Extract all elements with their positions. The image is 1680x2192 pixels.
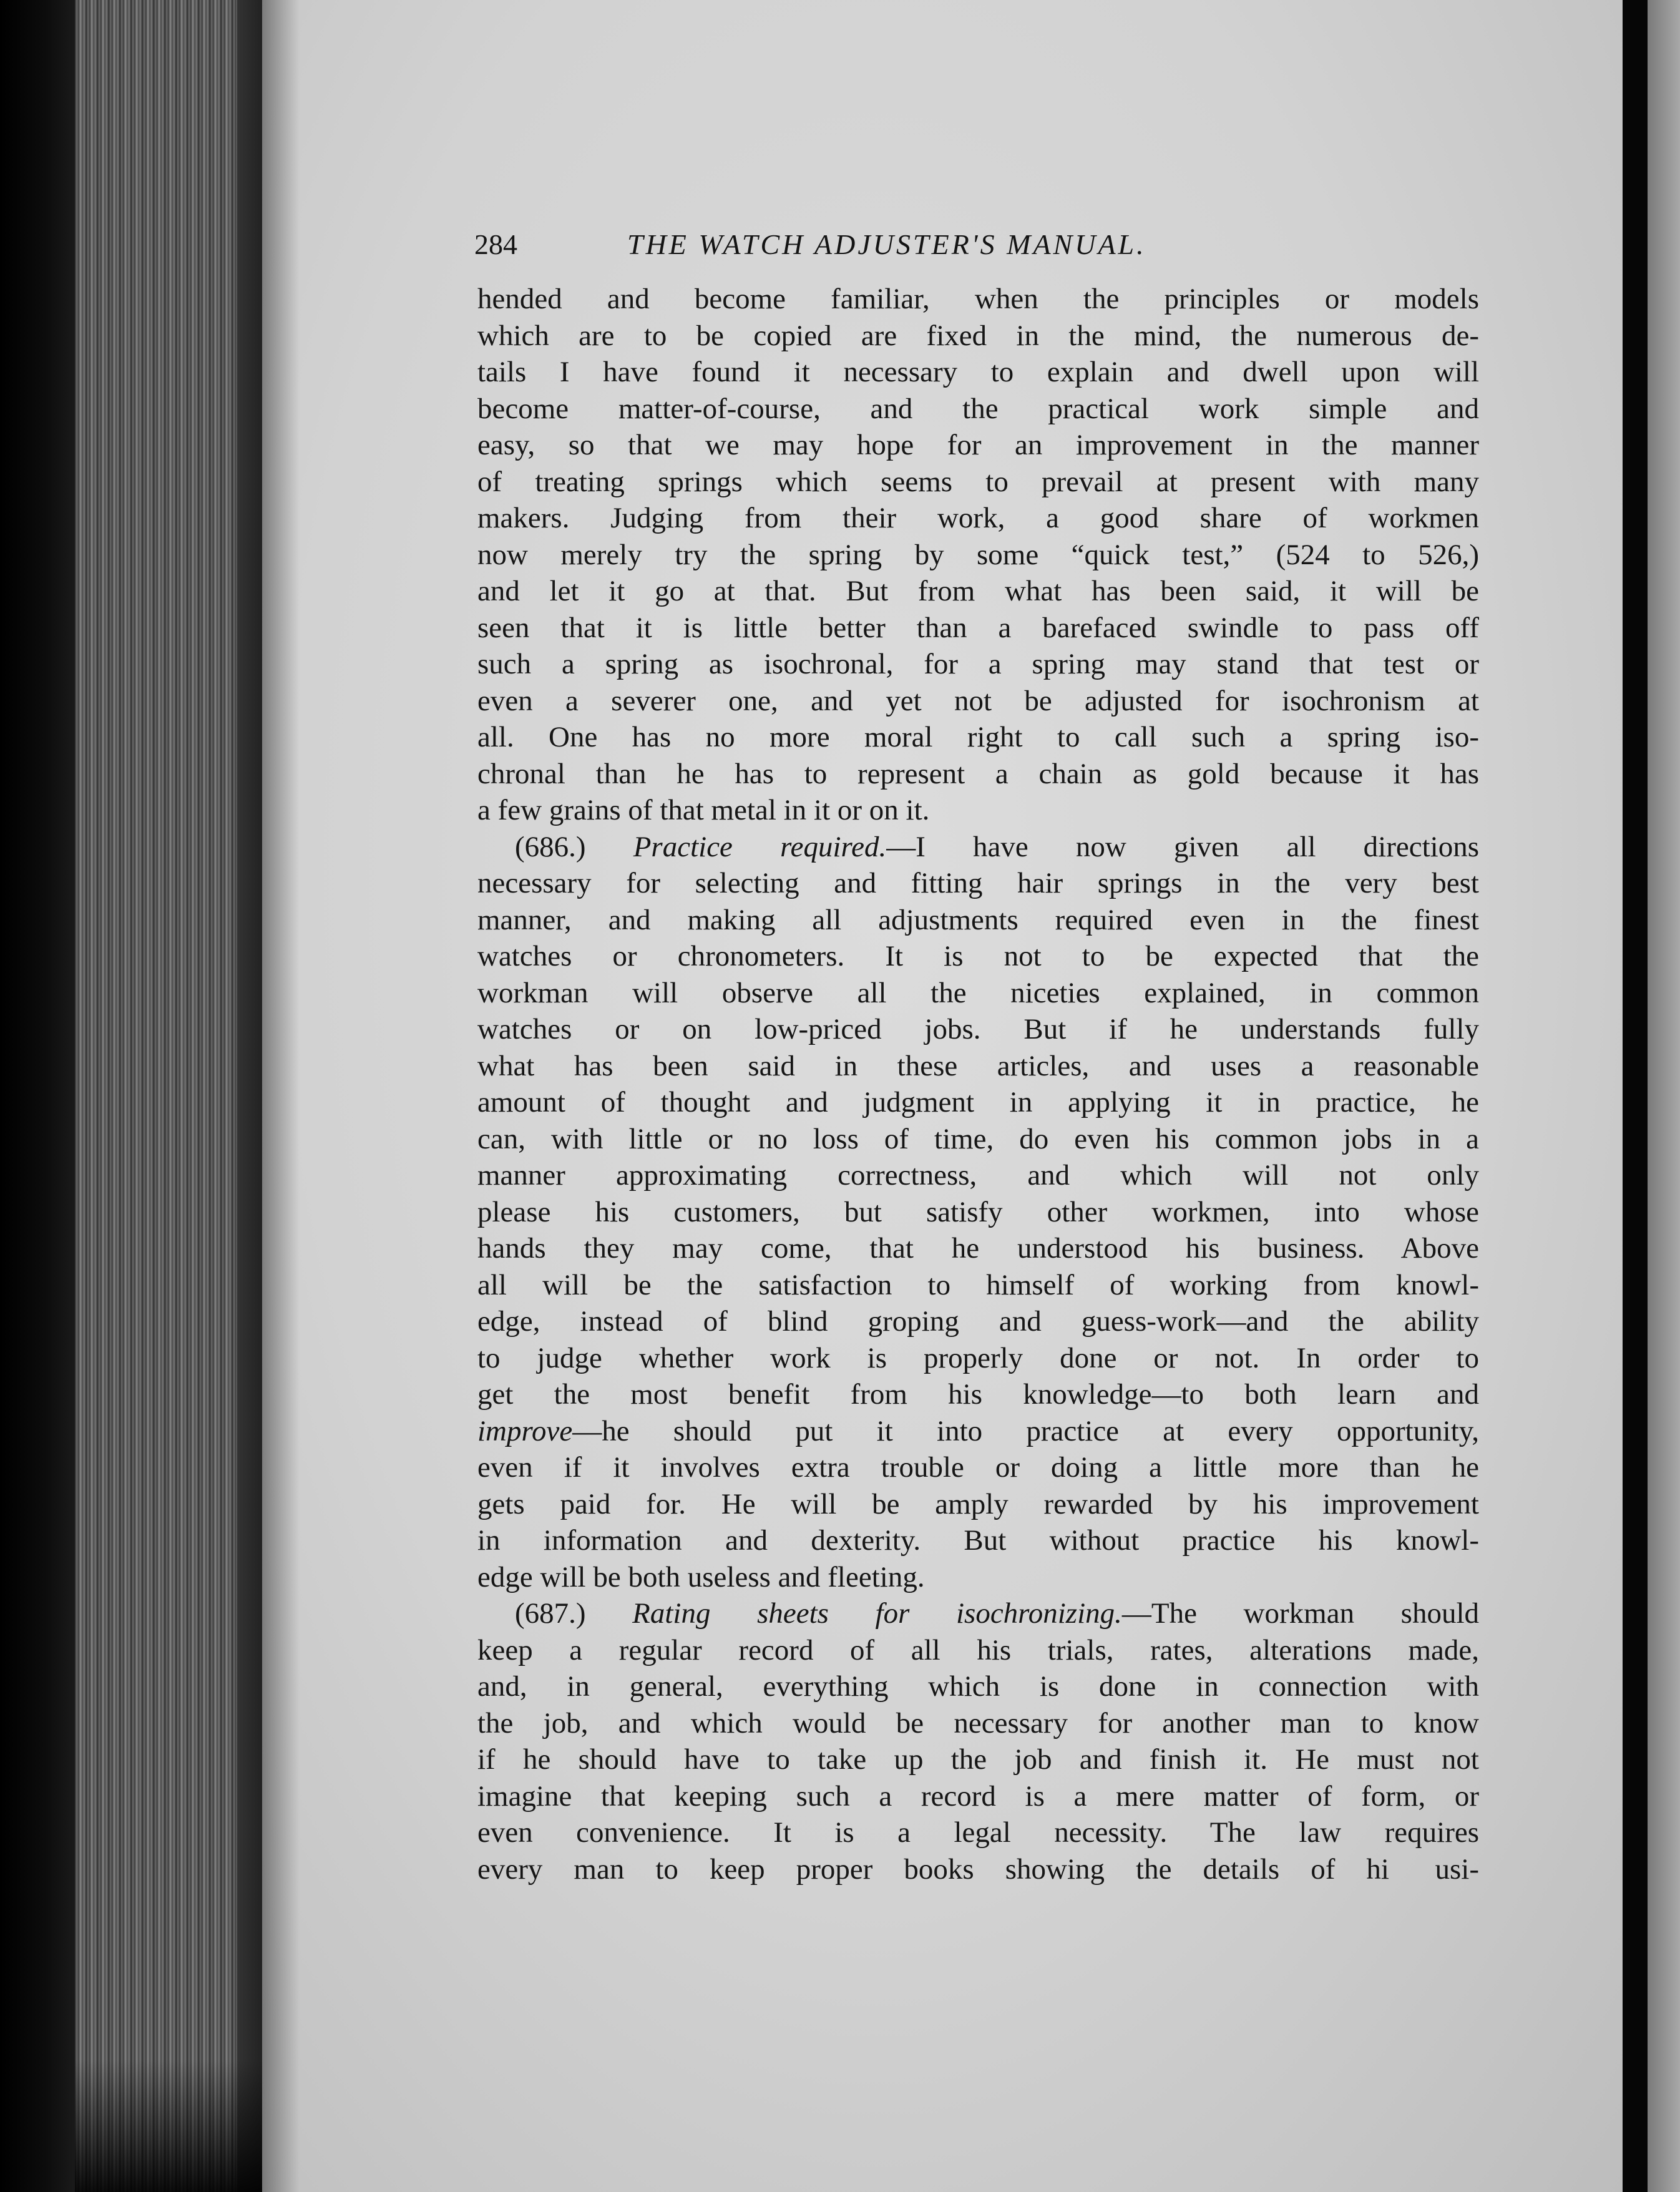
text-line: even a severer one, and yet not be adjusted for isochronism at (477, 684, 1479, 717)
text-line: please his customers, but satisfy other workmen, into whose (477, 1195, 1479, 1228)
text-line: watches or chronometers. It is not to be expected that the (477, 940, 1479, 972)
emphasis-word: improve (477, 1414, 573, 1447)
text-line: easy, so that we may hope for an improvement in the manner (477, 429, 1479, 461)
text-fragment: —he should put it into practice at every opportunity, (572, 1414, 1479, 1447)
book-page-edges (75, 0, 262, 2192)
text-line: hended and become familiar, when the principles or models (477, 283, 1479, 315)
text-line: get the most benefit from his knowledge—to both learn and (477, 1378, 1479, 1411)
section-686-first-line (477, 829, 1479, 866)
next-page-sliver (1648, 0, 1680, 2192)
text-line: workman will observe all the niceties explained, in common (477, 976, 1479, 1009)
page-body (477, 281, 1479, 1887)
text-line: become matter-of-course, and the practical work simple and (477, 392, 1479, 425)
text-line: edge, instead of blind groping and guess-work—and the ability (477, 1305, 1479, 1338)
text-line: the job, and which would be necessary for another man to know (477, 1706, 1479, 1739)
text-line: tails I have found it necessary to explain and dwell upon will (477, 356, 1479, 388)
text-line: a few grains of that metal in it or on it. (477, 794, 930, 826)
film-border-left (0, 0, 75, 2192)
text-line: in information and dexterity. But without practice his knowl- (477, 1524, 1479, 1557)
section-687-first-line (477, 1595, 1479, 1632)
text-line: necessary for selecting and fitting hair springs in the very best (477, 867, 1479, 899)
text-line: keep a regular record of all his trials, rates, alterations made, (477, 1633, 1479, 1666)
improve-line (477, 1413, 1479, 1450)
text-line: which are to be copied are fixed in the mind, the numerous de- (477, 319, 1479, 352)
text-line: such a spring as isochronal, for a spring may stand that test or (477, 648, 1479, 680)
text-line: what has been said in these articles, and uses a reasonable (477, 1049, 1479, 1082)
text-line: now merely try the spring by some “quick test,” (524 to 526,) (477, 538, 1479, 571)
book-gutter (1623, 0, 1648, 2192)
text-fragment: —I have now given all directions (886, 830, 1479, 863)
section-heading: Practice required. (633, 830, 887, 863)
text-line: imagine that keeping such a record is a mere matter of form, or (477, 1779, 1479, 1813)
text-fragment: —The workman should (1121, 1597, 1479, 1630)
text-line: of treating springs which seems to prevail at present with many (477, 465, 1479, 498)
text-line: seen that it is little better than a barefaced swindle to pass off (477, 611, 1479, 644)
text-line: every man to keep proper books showing the details of hi usi- (477, 1852, 1479, 1886)
section-number: (687.) (515, 1597, 586, 1630)
page-number: 284 (474, 228, 517, 260)
text-line: gets paid for. He will be amply rewarded by his improvement (477, 1487, 1479, 1520)
text-line: chronal than he has to represent a chain as gold because it has (477, 757, 1479, 790)
text-line: and let it go at that. But from what has been said, it will be (477, 575, 1479, 607)
running-header (474, 220, 1311, 270)
running-title: THE WATCH ADJUSTER'S MANUAL. (627, 228, 1146, 260)
text-line: all will be the satisfaction to himself of working from knowl- (477, 1268, 1479, 1301)
book-page-edges-shadow (75, 2060, 262, 2192)
text-line: all. One has no more moral right to call such a spring iso- (477, 721, 1479, 753)
text-line: manner approximating correctness, and which will not only (477, 1159, 1479, 1191)
text-line: makers. Judging from their work, a good share of workmen (477, 502, 1479, 534)
text-line: watches or on low-priced jobs. But if he understands fully (477, 1013, 1479, 1045)
section-number: (686.) (515, 830, 586, 863)
text-line: to judge whether work is properly done or not. In order to (477, 1341, 1479, 1374)
text-line: manner, and making all adjustments required even in the finest (477, 903, 1479, 936)
text-line: if he should have to take up the job and finish it. He must not (477, 1743, 1479, 1776)
text-line: amount of thought and judgment in applying it in practice, he (477, 1086, 1479, 1118)
text-line: and, in general, everything which is done in connection with (477, 1670, 1479, 1703)
section-heading: Rating sheets for isochronizing. (632, 1597, 1122, 1630)
text-line: even convenience. It is a legal necessity. The law requires (477, 1816, 1479, 1849)
text-line: can, with little or no loss of time, do even his common jobs in a (477, 1122, 1479, 1155)
text-line: edge will be both useless and fleeting. (477, 1560, 925, 1593)
text-line: hands they may come, that he understood his business. Above (477, 1232, 1479, 1265)
text-line: even if it involves extra trouble or doing a little more than he (477, 1451, 1479, 1484)
